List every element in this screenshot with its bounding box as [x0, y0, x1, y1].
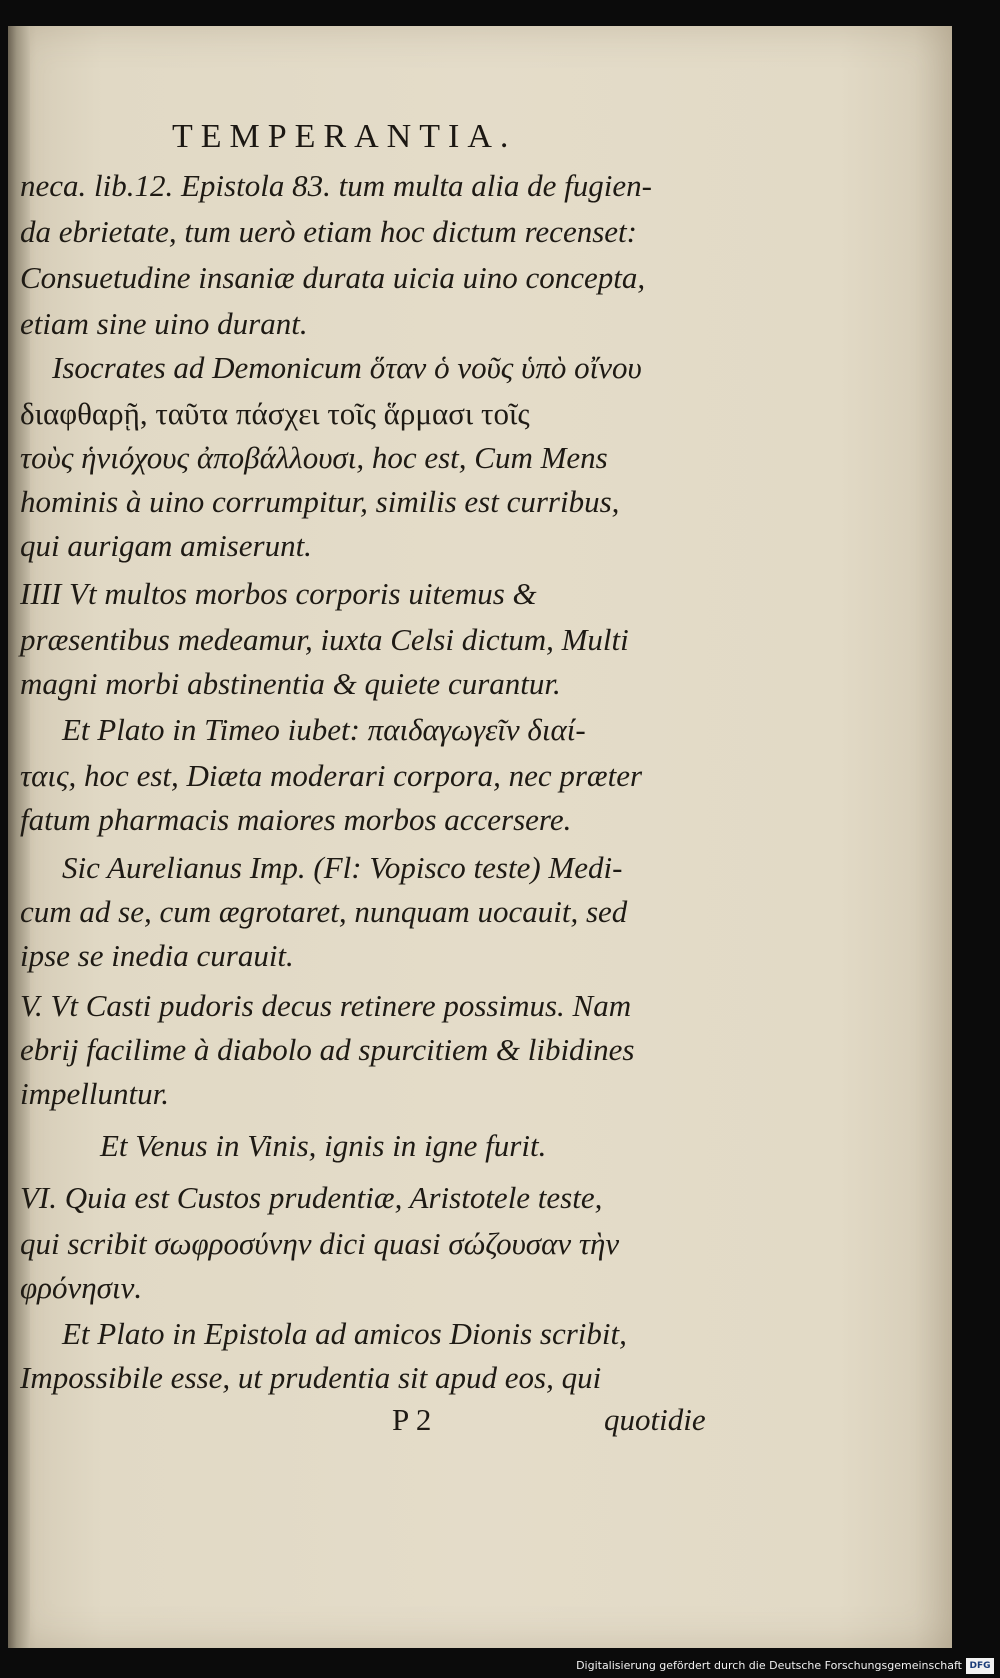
text-line: præsentibus medeamur, iuxta Celsi dictum, Multi [20, 622, 629, 657]
text-line: impelluntur. [20, 1076, 169, 1111]
text-line: magni morbi abstinentia & quiete curantur. [20, 666, 561, 701]
book-page [8, 26, 952, 1648]
text-line: Et Venus in Vinis, ignis in igne furit. [100, 1128, 547, 1163]
text-line: IIII Vt multos morbos corporis uitemus & [20, 576, 537, 611]
dfg-logo: DFG [966, 1658, 994, 1674]
text-line: Consuetudine insaniæ durata uicia uino concepta, [20, 260, 646, 295]
signature-mark: P 2 [392, 1402, 432, 1437]
text-line: da ebrietate, tum uerò etiam hoc dictum recenset: [20, 214, 637, 249]
text-line: fatum pharmacis maiores morbos accersere. [20, 802, 572, 837]
credit-bar [0, 1656, 1000, 1678]
text-line: VI. Quia est Custos prudentiæ, Aristotele teste, [20, 1180, 603, 1215]
credit-text: Digitalisierung gefördert durch die Deutsche Forschungsgemeinschaft [576, 1659, 962, 1672]
text-line: V. Vt Casti pudoris decus retinere possimus. Nam [20, 988, 632, 1023]
text-line: Isocrates ad Demonicum ὅταν ὁ νοῦς ὑπὸ οἴνου [52, 350, 642, 385]
text-line: qui scribit σωφροσύνην dici quasi σώζουσαν τὴν [20, 1226, 620, 1261]
text-line: τοὺς ἡνιόχους ἀποβάλλουσι, hoc est, Cum Mens [20, 440, 608, 475]
text-line: διαφθαρῇ, ταῦτα πάσχει τοῖς ἅρμασι τοῖς [20, 396, 530, 431]
text-line: etiam sine uino durant. [20, 306, 308, 341]
text-line: ebrij facilime à diabolo ad spurcitiem & libidines [20, 1032, 635, 1067]
text-line: Et Plato in Epistola ad amicos Dionis scribit, [62, 1316, 627, 1351]
text-line: cum ad se, cum ægrotaret, nunquam uocauit, sed [20, 894, 628, 929]
running-head: TEMPERANTIA. [172, 118, 517, 155]
text-line: φρόνησιν. [20, 1270, 143, 1305]
catchword: quotidie [604, 1402, 706, 1437]
text-line: Impossibile esse, ut prudentia sit apud eos, qui [20, 1360, 602, 1395]
text-line: Sic Aurelianus Imp. (Fl: Vopisco teste) Medi- [62, 850, 623, 885]
text-line: qui aurigam amiserunt. [20, 528, 312, 563]
text-line: hominis à uino corrumpitur, similis est curribus, [20, 484, 620, 519]
text-line: ipse se inedia curauit. [20, 938, 294, 973]
text-line: ταις, hoc est, Diæta moderari corpora, nec præter [20, 758, 643, 793]
text-line: neca. lib.12. Epistola 83. tum multa alia de fugien- [20, 168, 652, 203]
text-line: Et Plato in Timeo iubet: παιδαγωγεῖν διαί- [62, 712, 586, 747]
